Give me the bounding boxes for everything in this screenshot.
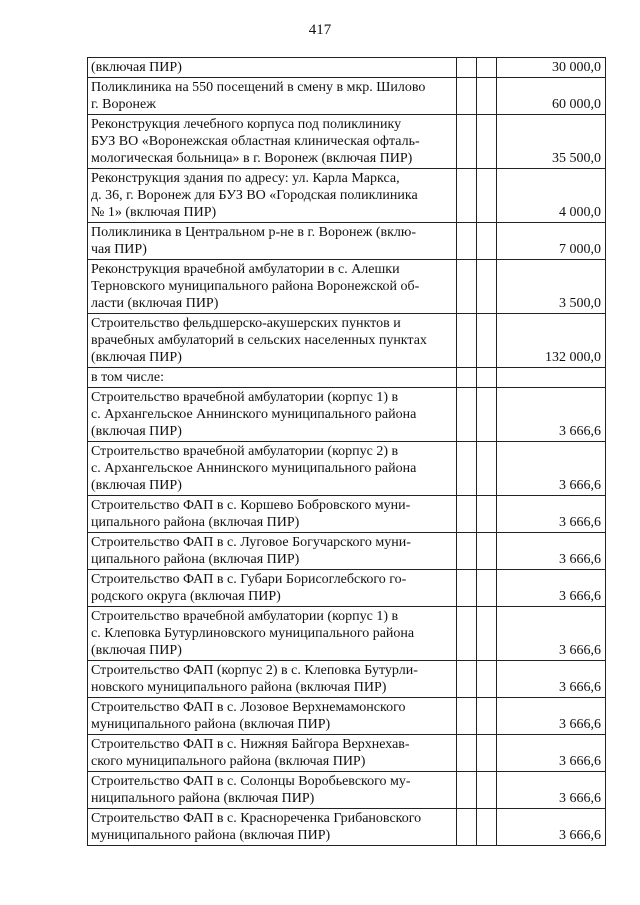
description-line: Поликлиника на 550 посещений в смену в мкр. Шилово	[91, 80, 426, 95]
empty-cell	[457, 368, 477, 388]
row-amount: 3 666,6	[497, 735, 606, 772]
description-line: в том числе:	[91, 370, 164, 385]
description-line: (включая ПИР)	[91, 60, 182, 75]
description-line: ласти (включая ПИР)	[91, 296, 219, 311]
empty-cell	[477, 58, 497, 78]
description-line: новского муниципального района (включая ПИР)	[91, 680, 387, 695]
description-line: Реконструкция врачебной амбулатории в с. Алешки	[91, 262, 400, 277]
row-amount: 3 666,6	[497, 661, 606, 698]
description-line: № 1» (включая ПИР)	[91, 205, 217, 220]
description-line: родского округа (включая ПИР)	[91, 589, 281, 604]
table-row	[88, 78, 606, 115]
empty-cell	[477, 388, 497, 442]
empty-cell	[457, 496, 477, 533]
row-description	[88, 78, 457, 115]
row-description	[88, 496, 457, 533]
empty-cell	[477, 115, 497, 169]
description-line: Реконструкция лечебного корпуса под поликлинику	[91, 117, 402, 132]
empty-cell	[457, 58, 477, 78]
empty-cell	[457, 115, 477, 169]
empty-cell	[457, 314, 477, 368]
empty-cell	[457, 260, 477, 314]
description-line: (включая ПИР)	[91, 643, 182, 658]
table-row	[88, 169, 606, 223]
description-line: врачебных амбулаторий в сельских населенных пунктах	[91, 333, 427, 348]
table-row	[88, 496, 606, 533]
row-amount: 3 666,6	[497, 570, 606, 607]
description-line: Реконструкция здания по адресу: ул. Карла Маркса,	[91, 171, 400, 186]
description-line: (включая ПИР)	[91, 478, 182, 493]
empty-cell	[457, 607, 477, 661]
table-row	[88, 115, 606, 169]
empty-cell	[457, 223, 477, 260]
table-row	[88, 533, 606, 570]
empty-cell	[477, 533, 497, 570]
table-row	[88, 223, 606, 260]
budget-table	[87, 57, 606, 846]
description-line: Терновского муниципального района Воронежской об-	[91, 279, 420, 294]
empty-cell	[457, 661, 477, 698]
table-row	[88, 607, 606, 661]
description-line: д. 36, г. Воронеж для БУЗ ВО «Городская поликлиника	[91, 188, 418, 203]
row-description	[88, 735, 457, 772]
row-amount: 3 666,6	[497, 607, 606, 661]
empty-cell	[457, 78, 477, 115]
description-line: Строительство ФАП в с. Лозовое Верхнемамонского	[91, 700, 406, 715]
page-number: 417	[308, 22, 332, 38]
description-line: муниципального района (включая ПИР)	[91, 717, 331, 732]
empty-cell	[457, 809, 477, 846]
row-description	[88, 223, 457, 260]
empty-cell	[477, 78, 497, 115]
description-line: Строительство врачебной амбулатории (корпус 1) в	[91, 390, 399, 405]
row-amount: 3 500,0	[497, 260, 606, 314]
empty-cell	[477, 442, 497, 496]
row-amount	[497, 368, 606, 388]
empty-cell	[457, 698, 477, 735]
description-line: Строительство ФАП в с. Солонцы Воробьевского му-	[91, 774, 411, 789]
description-line: ского муниципального района (включая ПИР)	[91, 754, 366, 769]
empty-cell	[477, 698, 497, 735]
table-row	[88, 698, 606, 735]
row-description	[88, 772, 457, 809]
empty-cell	[457, 388, 477, 442]
empty-cell	[457, 533, 477, 570]
row-amount: 60 000,0	[497, 78, 606, 115]
empty-cell	[457, 570, 477, 607]
description-line: (включая ПИР)	[91, 424, 182, 439]
description-line: Строительство ФАП в с. Губари Борисоглебского го-	[91, 572, 407, 587]
description-line: ниципального района (включая ПИР)	[91, 791, 315, 806]
table-row	[88, 809, 606, 846]
empty-cell	[457, 442, 477, 496]
empty-cell	[457, 772, 477, 809]
description-line: Строительство фельдшерско-акушерских пунктов и	[91, 316, 401, 331]
table-row	[88, 368, 606, 388]
description-line: г. Воронеж	[91, 97, 156, 112]
table-row	[88, 58, 606, 78]
row-description	[88, 388, 457, 442]
row-amount: 7 000,0	[497, 223, 606, 260]
empty-cell	[477, 661, 497, 698]
row-amount: 30 000,0	[497, 58, 606, 78]
row-amount: 3 666,6	[497, 533, 606, 570]
table-row	[88, 388, 606, 442]
row-amount: 3 666,6	[497, 698, 606, 735]
row-amount: 35 500,0	[497, 115, 606, 169]
row-description	[88, 368, 457, 388]
row-amount: 3 666,6	[497, 496, 606, 533]
empty-cell	[477, 570, 497, 607]
empty-cell	[477, 496, 497, 533]
description-line: Строительство ФАП (корпус 2) в с. Клеповка Бутурли-	[91, 663, 418, 678]
table-row	[88, 661, 606, 698]
row-description	[88, 809, 457, 846]
table-row	[88, 772, 606, 809]
description-line: ципального района (включая ПИР)	[91, 515, 300, 530]
table-row	[88, 442, 606, 496]
description-line: с. Клеповка Бутурлиновского муниципального района	[91, 626, 415, 641]
description-line: ципального района (включая ПИР)	[91, 552, 300, 567]
description-line: Строительство ФАП в с. Нижняя Байгора Верхнехав-	[91, 737, 410, 752]
description-line: Строительство врачебной амбулатории (корпус 1) в	[91, 609, 399, 624]
description-line: Поликлиника в Центральном р-не в г. Воронеж (вклю-	[91, 225, 417, 240]
row-description	[88, 442, 457, 496]
row-description	[88, 698, 457, 735]
row-description	[88, 58, 457, 78]
row-amount: 3 666,6	[497, 809, 606, 846]
table-row	[88, 260, 606, 314]
empty-cell	[477, 809, 497, 846]
row-description	[88, 115, 457, 169]
empty-cell	[477, 607, 497, 661]
empty-cell	[477, 314, 497, 368]
description-line: (включая ПИР)	[91, 350, 182, 365]
row-description	[88, 661, 457, 698]
table-row	[88, 314, 606, 368]
empty-cell	[477, 772, 497, 809]
description-line: Строительство ФАП в с. Краснореченка Грибановского	[91, 811, 422, 826]
description-line: Строительство врачебной амбулатории (корпус 2) в	[91, 444, 399, 459]
description-line: Строительство ФАП в с. Луговое Богучарского муни-	[91, 535, 411, 550]
row-amount: 3 666,6	[497, 388, 606, 442]
empty-cell	[477, 223, 497, 260]
table-body	[88, 58, 606, 846]
row-amount: 4 000,0	[497, 169, 606, 223]
empty-cell	[477, 260, 497, 314]
row-description	[88, 607, 457, 661]
empty-cell	[477, 735, 497, 772]
empty-cell	[477, 368, 497, 388]
table-row	[88, 570, 606, 607]
row-amount: 3 666,6	[497, 772, 606, 809]
description-line: БУЗ ВО «Воронежская областная клиническая офталь-	[91, 134, 420, 149]
row-description	[88, 169, 457, 223]
description-line: мологическая больница» в г. Воронеж (включая ПИР)	[91, 151, 413, 166]
description-line: с. Архангельское Аннинского муниципального района	[91, 461, 417, 476]
description-line: с. Архангельское Аннинского муниципального района	[91, 407, 417, 422]
row-description	[88, 570, 457, 607]
empty-cell	[477, 169, 497, 223]
row-amount: 3 666,6	[497, 442, 606, 496]
row-description	[88, 533, 457, 570]
description-line: Строительство ФАП в с. Коршево Бобровского муни-	[91, 498, 411, 513]
row-description	[88, 260, 457, 314]
description-line: чая ПИР)	[91, 242, 147, 257]
row-description	[88, 314, 457, 368]
table-row	[88, 735, 606, 772]
empty-cell	[457, 735, 477, 772]
row-amount: 132 000,0	[497, 314, 606, 368]
empty-cell	[457, 169, 477, 223]
description-line: муниципального района (включая ПИР)	[91, 828, 331, 843]
